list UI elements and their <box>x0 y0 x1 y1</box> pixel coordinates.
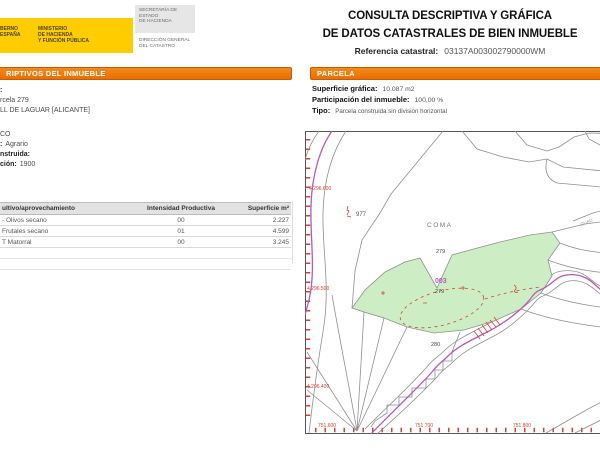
superficie-grafica-label: Superficie gráfica: <box>312 84 378 93</box>
ministry-logo <box>0 18 133 53</box>
road-name-fragment: GUAD <box>579 217 594 227</box>
table-empty-row <box>0 248 291 259</box>
table-row: T Matorral 00 3.245 <box>0 237 291 248</box>
easting-label: 751.700 <box>415 423 434 429</box>
parcel-279-label: 279 <box>435 289 445 295</box>
tipo-label: Tipo: <box>312 106 331 115</box>
easting-label: 751.600 <box>318 423 337 429</box>
col-intensidad: Intensidad Productiva <box>147 205 215 212</box>
poligono-003-label: 003 <box>435 278 447 285</box>
northing-label: 4.296.400 <box>307 384 330 390</box>
table-row: Frutales secano 01 4.599 <box>0 226 291 237</box>
superficie-grafica-value: 10.087 m2 <box>382 86 415 93</box>
cultivo-table <box>0 202 291 270</box>
inmueble-ano-construccion-line: ción: 1900 <box>0 161 36 168</box>
referencia-label: Referencia catastral: <box>354 46 439 56</box>
parcel-279-label-top: 279 <box>436 249 446 255</box>
secretaria-estado-box: SECRETARÍA DE ESTADO DE HACIENDA <box>135 5 195 33</box>
inmueble-clase-line: CO <box>0 131 11 138</box>
cadastral-map-svg <box>305 131 600 434</box>
referencia-catastral <box>300 46 600 56</box>
col-superficie: Superficie m² <box>247 205 289 212</box>
parcel-977-label: 977 <box>356 212 367 218</box>
ministerio-hacienda-label: MINISTERIO DE HACIENDA Y FUNCIÓN PÚBLICA <box>38 26 90 44</box>
superficie-grafica-line <box>312 84 415 93</box>
table-empty-row <box>0 259 291 270</box>
northing-label: 4.296.500 <box>307 286 330 292</box>
inmueble-uso-line: : Agrario <box>0 141 28 148</box>
coma-toponym-label: COMA <box>427 222 453 229</box>
participacion-value: 100,00 % <box>414 97 444 104</box>
title-line-1: CONSULTA DESCRIPTIVA Y GRÁFICA <box>347 10 552 22</box>
col-cultivo: ultivo/aprovechamiento <box>2 205 75 212</box>
table-row: - Olivos secano 00 2.227 <box>0 215 291 226</box>
parcel-280-label: 280 <box>431 342 441 348</box>
inmueble-localizacion-label: : <box>0 87 3 94</box>
easting-label: 751.800 <box>513 423 532 429</box>
gobierno-espana-label: BERNO ESPAÑA <box>0 26 21 38</box>
cadastral-map <box>305 131 600 434</box>
document-title <box>300 7 600 56</box>
tipo-value: Parcela construida sin división horizontal <box>335 108 447 115</box>
cultivo-table-header <box>0 202 291 215</box>
referencia-value: 03137A003002790000WM <box>444 46 546 56</box>
direccion-general-catastro-label: DIRECCIÓN GENERAL DEL CATASTRO <box>139 38 191 49</box>
title-line-2: DE DATOS CATASTRALES DE BIEN INMUEBLE <box>322 28 578 40</box>
section-divider <box>292 201 293 263</box>
participacion-line <box>312 95 443 104</box>
band-datos-descriptivos: RIPTIVOS DEL INMUEBLE <box>0 67 292 80</box>
northing-label: 4.296.600 <box>309 186 332 192</box>
inmueble-superficie-construida-label: nstruida: <box>0 151 30 158</box>
inmueble-parcela-line: rcela 279 <box>0 97 29 104</box>
participacion-label: Participación del inmueble: <box>312 95 410 104</box>
band-parcela: PARCELA <box>310 67 600 80</box>
tipo-line <box>312 106 447 115</box>
inmueble-municipio-line: LL DE LAGUAR [ALICANTE] <box>0 107 90 114</box>
